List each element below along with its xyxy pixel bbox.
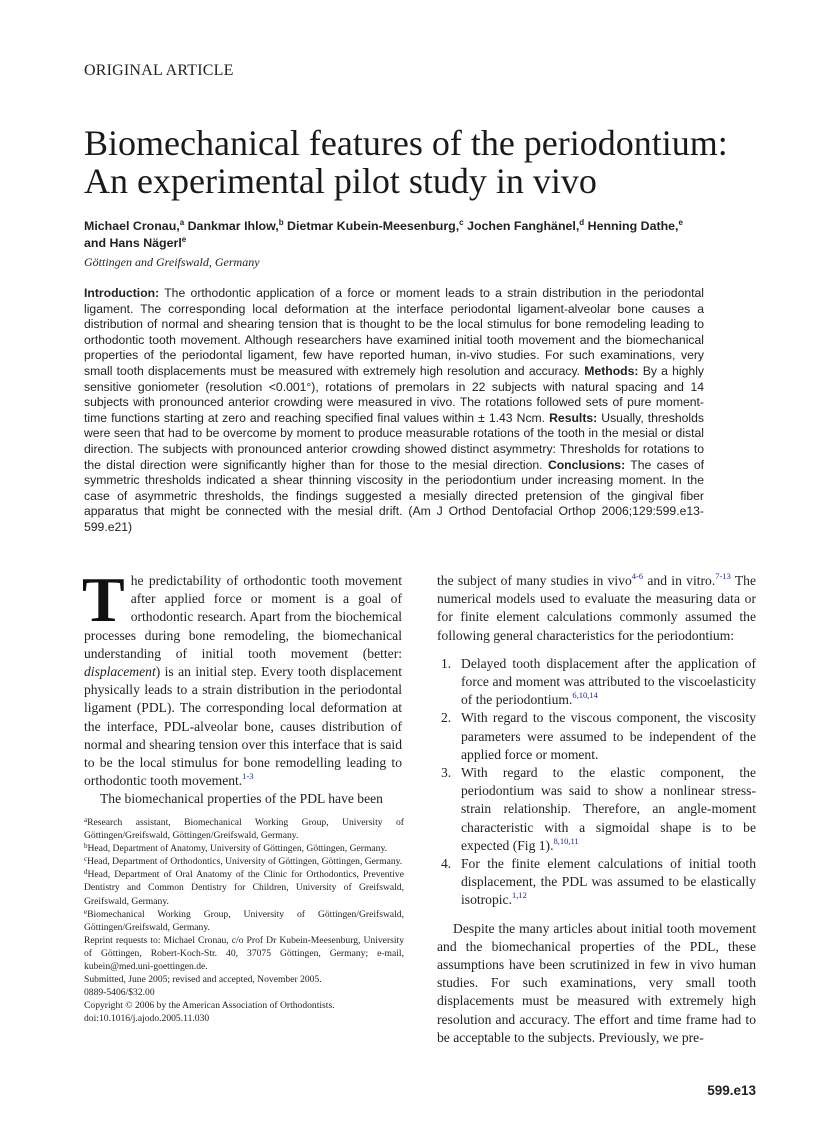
reference-link[interactable]: 8,10,11 xyxy=(553,835,579,846)
author-name: Dankmar Ihlow, xyxy=(184,219,279,233)
footnotes xyxy=(84,816,404,1026)
body-paragraph xyxy=(82,564,402,790)
abstract-intro-label: Introduction: xyxy=(84,286,160,300)
body-column-left xyxy=(82,564,402,809)
author-location: Göttingen and Greifswald, Germany xyxy=(84,255,260,269)
footnote: $^a$Research assistant, Biomechanical Working Group, University of Göttingen/Greifswald, Göttingen/Greifswald, Germany. xyxy=(84,816,404,842)
author-name: Jochen Fanghänel, xyxy=(463,219,580,233)
reference-link[interactable]: 7-13 xyxy=(715,571,731,581)
body-column-right xyxy=(437,572,756,1047)
author-name: Michael Cronau, xyxy=(84,219,180,233)
abstract-conclusions-text: The cases of symmetric thresholds indicated a shear thinning viscosity in the periodontium under increasing moment. In the case of asymmetric thresholds, the findings suggested a mesially directed pretension of the gingival fiber apparatus that might be connected with the mesial drift. (Am J Orthod Dentofacial Orthop 2006;129:599.e13-599.e21) xyxy=(84,457,704,534)
abstract-results-text: Usually, thresholds were seen that had to be overcome by moment to produce measurable rotations of the tooth in the mesial or distal direction. The subjects with pronounced anterior crowding showed distinct asymmetry: Thresholds for rotations to the distal direction were significantly higher than for those to the mesial direction. xyxy=(84,410,704,472)
body-paragraph: the subject of many studies in vivo$^{4-6}$ and in vitro.$^{7-13}$ The numerical models used to evaluate the measuring data or for finite element calculations commonly assumed the following general characteristics for the periodontium: xyxy=(437,571,756,643)
drop-cap: T xyxy=(82,564,125,635)
doi: doi:10.1016/j.ajodo.2005.11.030 xyxy=(84,1013,210,1025)
footnote: $^e$Biomechanical Working Group, University of Göttingen/Greifswald, Göttingen/Greifswald, Germany. xyxy=(84,907,404,933)
abstract-methods-label: Methods: xyxy=(584,363,639,378)
abstract-conclusions-label: Conclusions: xyxy=(547,457,626,472)
body-paragraph: The biomechanical properties of the PDL have been xyxy=(100,791,383,807)
article-title xyxy=(84,124,764,200)
footnote: $^d$Head, Department of Oral Anatomy of the Clinic for Orthodontics, Preventive Dentistry and Common Dentistry for Children, University of Greifswald, Greifswald, Germany. xyxy=(84,868,404,907)
author-name: Henning Dathe, xyxy=(584,219,679,233)
reference-link[interactable]: 1-3 xyxy=(242,771,254,782)
affiliation-marker: e xyxy=(678,218,683,227)
author-name: and Hans Nägerl xyxy=(84,236,182,250)
affiliation-marker: a xyxy=(179,218,185,227)
footnote: $^c$Head, Department of Orthodontics, University of Göttingen, Göttingen, Germany. xyxy=(84,855,403,868)
reference-link[interactable]: 1,12 xyxy=(511,890,527,901)
title-line-1: Biomechanical features of the periodontium: xyxy=(84,123,728,163)
page-number: 599.e13 xyxy=(707,1083,756,1098)
list-item: 3. With regard to the elastic component, the periodontium was said to show a nonlinear stress-strain relationship. Therefore, an angle-moment characteristic with a sigmoidal shape is to be expected (Fig 1).$^{8,10,11}$ xyxy=(441,765,756,853)
affiliation-marker: e xyxy=(181,235,187,244)
affiliation-marker: c xyxy=(459,218,464,227)
footnote: $^b$Head, Department of Anatomy, University of Göttingen, Göttingen, Germany. xyxy=(84,842,388,855)
copyright: Copyright © 2006 by the American Association of Orthodontists. xyxy=(84,1000,335,1012)
reference-link[interactable]: 6,10,14 xyxy=(572,690,598,701)
submission-dates: Submitted, June 2005; revised and accepted, November 2005. xyxy=(84,974,322,986)
emphasis-text: displacement xyxy=(84,664,156,680)
list-item: 2. With regard to the viscous component, the viscosity parameters were assumed to be independent of the applied force or moment. xyxy=(441,710,756,762)
paragraph-text: ) is an initial step. Every tooth displacement physically leads to a strain distribution in the periodontal ligament (PDL). The corresponding local deformation at the interface, PDL-alveolar bone, causes distribution of normal and shearing tension over this interface that is said to be the local stimulus for bone remodelling leading to orthodontic tooth movement. xyxy=(84,664,402,789)
body-paragraph: Despite the many articles about initial tooth movement and the biomechanical properties of the PDL, these assumptions have been scrutinized in few in vivo human studies. For such examinations, very small tooth displacements must be measured with extremely high resolution and accuracy. The effort and time frame had to be acceptable to the subjects. Previously, we pre- xyxy=(437,920,756,1045)
issn-price: 0889-5406/$32.00 xyxy=(84,987,155,999)
author-list xyxy=(84,218,756,252)
assumptions-list xyxy=(437,655,756,910)
author-name: Dietmar Kubein-Meesenburg, xyxy=(283,219,460,233)
section-label: ORIGINAL ARTICLE xyxy=(84,62,234,79)
reference-link[interactable]: 4-6 xyxy=(631,571,644,581)
abstract-results-label: Results: xyxy=(549,410,598,425)
abstract xyxy=(84,286,704,536)
reprint-requests: Reprint requests to: Michael Cronau, c/o Prof Dr Kubein-Meesenburg, University of Göttingen, Robert-Koch-Str. 40, 37075 Göttingen, Germany; e-mail, kubein@med.uni-goettingen.de. xyxy=(84,934,404,973)
list-item: 4. For the finite element calculations of initial tooth displacement, the PDL was assumed to be elastically isotropic.$^{1,12}$ xyxy=(441,856,756,908)
abstract-methods-text: By a highly sensitive goniometer (resolution <0.001°), rotations of premolars in 22 subjects with natural spacing and 14 subjects with pronounced anterior crowding were measured in vivo. The rotations followed sets of pure moment-time functions starting at zero and reaching specified final values within ± 1.43 Ncm. xyxy=(84,363,704,425)
affiliation-marker: b xyxy=(278,218,284,227)
abstract-intro-text: The orthodontic application of a force or moment leads to a strain distribution in the periodontal ligament. The corresponding local deformation at the interface periodontal ligament-alveolar bone causes a distribution of normal and shearing tension that is thought to be the local stimulus for bone remodeling leading to orthodontic tooth movement. Although researchers have examined initial tooth movement and the biomechanical properties of the periodontal ligament, few have reported human, in-vivo studies. For such examinations, very small tooth displacements must be measured with extremely high resolution and accuracy. xyxy=(84,286,704,378)
list-item: 1. Delayed tooth displacement after the application of force and moment was attributed to the viscoelasticity of the periodontium.$^{6,10,14}$ xyxy=(441,655,756,708)
affiliation-marker: d xyxy=(579,218,585,227)
title-line-2: An experimental pilot study in vivo xyxy=(84,161,597,201)
paragraph-text: he predictability of orthodontic tooth movement after applied force or moment is a goal of orthodontic research. Apart from the biochemical processes during bone remodeling, the biomechanical understanding of initial tooth movement (better: xyxy=(84,573,402,661)
